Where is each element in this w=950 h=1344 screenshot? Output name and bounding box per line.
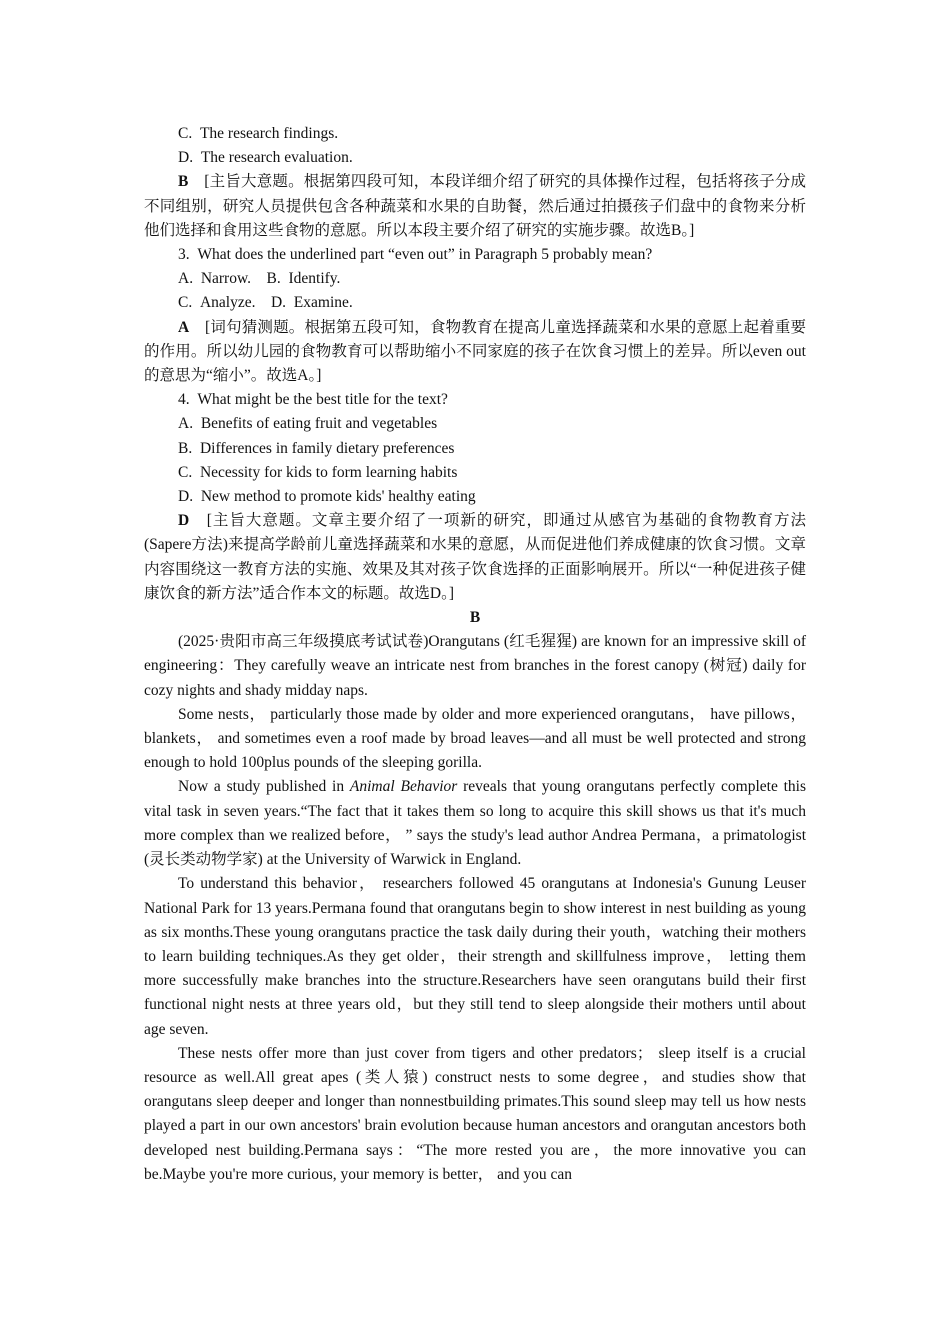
q4-option-d: D. New method to promote kids' healthy eating [178,488,476,506]
q4-option-b: B. Differences in family dietary preferences [178,439,455,457]
p3-rest: reveals that young orangutans perfectly complete this vital task in seven years.“The fact that it takes them so long to acquire this skill shows us that it's much more complex than we realized before， ” says the study's lead author Andrea Permana，a primatologist (灵长类动物学家) at the University of Warwick in England. [144,778,807,869]
q2-answer [144,170,806,243]
q2-option-c: C. The research findings. [178,125,339,142]
passage-paragraph-1: (2025·贵阳市高三年级摸底考试试卷)Orangutans (红毛猩猩) are known for an impressive skill of engineering：They carefully weave an intricate nest from branches in the forest canopy (树冠) daily for cozy nights and shady midday naps. [144,633,806,699]
q4-answer-letter: D [178,512,190,530]
q4-explanation: [主旨大意题。文章主要介绍了一项新的研究，即通过从感官为基础的食物教育方法(Sapere方法)来提高学龄前儿童选择蔬菜和水果的意愿，从而促进他们养成健康的饮食习惯。文章内容围绕这一教育方法的实施、效果及其对孩子饮食选择的正面影响展开。所以“一种促进孩子健康饮食的新方法”适合作本文的标题。故选D。] [144,512,806,602]
q4-option-a: A. Benefits of eating fruit and vegetables [178,415,438,433]
q4-answer [144,509,806,606]
q3-question: 3. What does the underlined part “even out” in Paragraph 5 probably mean? [178,246,653,264]
q3-answer-letter: A [178,318,190,336]
q3-options-ab: A. Narrow. B. Identify. [178,270,341,288]
q2-answer-letter: B [178,173,189,191]
q2-explanation: [主旨大意题。根据第四段可知，本段详细介绍了研究的具体操作过程，包括将孩子分成不同组别，研究人员提供包含各种蔬菜和水果的自助餐，然后通过拍摄孩子们盘中的食物来分析他们选择和食用这些食物的意愿。所以本段主要介绍了研究的实施步骤。故选B。] [144,173,806,239]
passage-paragraph-5: These nests offer more than just cover from tigers and other predators； sleep itself is a crucial resource as well.All great apes (类人猿) construct nests to some degree，and studies show that orangutans sleep deeper and longer than nonnestbuilding primates.This sound sleep may tell us how nests played a part in our own ancestors' brain evolution because human ancestors and orangutan ancestors both developed nest building.Permana says：“The more rested you are，the more innovative you can be.Maybe you're more curious, your memory is better， and you can [144,1044,806,1183]
passage-paragraph-4: To understand this behavior， researchers followed 45 orangutans at Indonesia's Gunung Leuser National Park for 13 years.Permana found that orangutans begin to show interest in nest building as young as six months.These young orangutans practice the task daily during their youth，watching their mothers to learn building techniques.As they get older，their strength and skillfulness improve， letting them more successfully make branches into the structure.Researchers have seen orangutans build their first functional night nests at three years old，but they still tend to sleep alongside their mothers until about age seven. [144,875,806,1038]
q3-options-cd: C. Analyze. D. Examine. [178,294,353,312]
passage-paragraph-3 [144,775,806,872]
p3-lead: Now a study published in [178,778,350,796]
q2-option-d: D. The research evaluation. [178,149,353,167]
document-page [144,122,806,1187]
section-heading: B [469,609,481,627]
q4-question: 4. What might be the best title for the text? [178,391,448,409]
q3-answer [144,316,806,389]
q3-explanation: [词句猜测题。根据第五段可知，食物教育在提高儿童选择蔬菜和水果的意愿上起着重要的作用。所以幼儿园的食物教育可以帮助缩小不同家庭的孩子在饮食习惯上的差异。所以even out的意思为“缩小”。故选A。] [144,318,806,385]
q4-option-c: C. Necessity for kids to form learning habits [178,463,458,481]
journal-title: Animal Behavior [349,778,458,796]
passage-paragraph-2: Some nests， particularly those made by older and more experienced orangutans， have pillows， blankets， and sometimes even a roof made by broad leaves—and all must be well protected and strong enough to hold 100plus pounds of the sleeping gorilla. [144,705,806,772]
